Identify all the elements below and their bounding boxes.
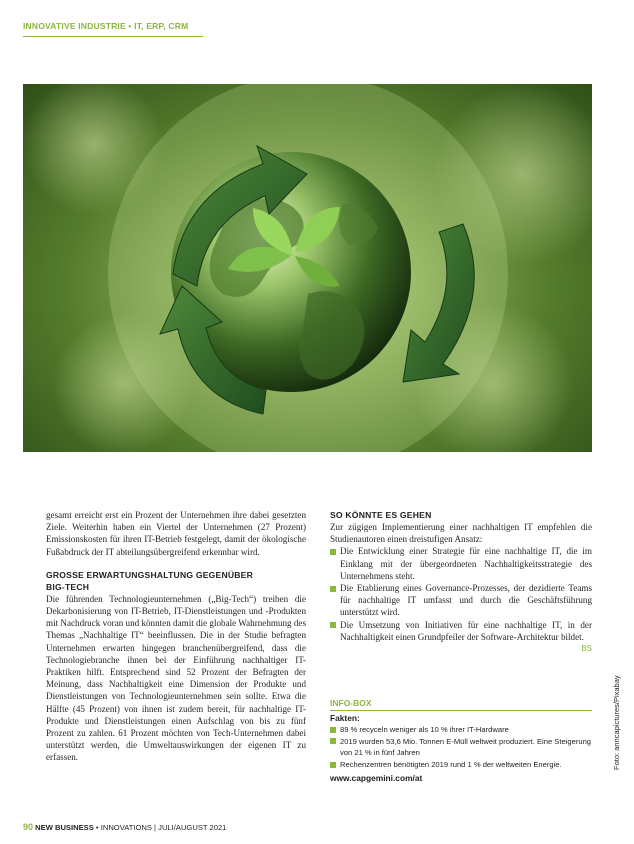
hero-image-recycling-globe bbox=[23, 84, 592, 452]
list-item: Die Umsetzung von Initiativen für eine nachhaltige IT, in der Nachhaltigkeit einen Grundpfeiler der Software-Architektur bildet. bbox=[330, 619, 592, 643]
list-item: 89 % recyceln weniger als 10 % ihrer IT-Hardware bbox=[330, 724, 592, 736]
footer-separator: • bbox=[95, 823, 99, 832]
list-item: 2019 wurden 53,6 Mio. Tonnen E-Müll weltweit produziert. Eine Steigerung von 21 % in fünf Jahren bbox=[330, 736, 592, 759]
info-box-rule bbox=[330, 710, 592, 711]
info-box bbox=[330, 698, 592, 783]
section-heading-big-tech bbox=[46, 569, 306, 593]
right-column bbox=[330, 509, 592, 655]
page-footer bbox=[23, 822, 226, 832]
list-item: Die Entwicklung einer Strategie für eine nachhaltige IT, die im Einklang mit der übergeordneten Nachhaltigkeitsstrategie des Unternehmens steht. bbox=[330, 545, 592, 582]
left-column bbox=[46, 509, 306, 764]
heading-line: GROSSE ERWARTUNGSHALTUNG GEGENÜBER bbox=[46, 569, 254, 580]
list-item: Rechenzentren benötigten 2019 rund 1 % der weltweiten Energie. bbox=[330, 759, 592, 771]
author-signature: BS bbox=[581, 644, 592, 654]
intro-paragraph: Zur zügigen Implementierung einer nachhaltigen IT empfehlen die Studienautoren einen dreistufigen Ansatz: bbox=[330, 522, 592, 545]
section-header: INNOVATIVE INDUSTRIE • IT, ERP, CRM bbox=[23, 21, 189, 31]
section-heading-so-koennte: SO KÖNNTE ES GEHEN bbox=[330, 510, 432, 520]
heading-line: BIG-TECH bbox=[46, 581, 90, 592]
facts-label: Fakten: bbox=[330, 713, 360, 723]
intro-paragraph: gesamt erreicht erst ein Prozent der Unternehmen ihre dabei gesetzten Ziele. Weiterhin haben ein Viertel der Unternehmen (27 Prozent) Emissionskosten für ihren IT-Betrieb festgelegt, damit der ökologische Fußabdruck der IT abteilungsübergreifend erkennbar wird. bbox=[46, 510, 306, 557]
page-number: 90 bbox=[23, 822, 34, 832]
body-paragraph: Die führenden Technologieunternehmen („Big-Tech“) treiben die Dekarbonisierung von IT-Betrieb, IT-Dienstleistungen und -Produkten mit Nachdruck voran und könnten damit die globale Wahrnehmung des Themas „Nachhaltige IT“ beeinflussen. Die in der Studie befragten Unternehmen erwarten hingegen branchenübergreifend, dass die Technologiebranche ihnen bei der Einführung nachhaltiger IT-Praktiken hilft. Entsprechend sind 52 Prozent der Befragten der Meinung, dass Nachhaltigkeit eine Dimension der Produkte und Dienstleistungen von Technologieunternehmen sein sollte. Etwa die Hälfte (45 Prozent) von ihnen ist zudem bereit, für nachhaltige IT-Produkte und Dienstleistungen einen Aufschlag von bis zu fünf Prozent zu zahlen. 61 Prozent möchten von Tech-Unternehmen dabei unterstützt werden, die Umweltauswirkungen der eigenen IT zu erfassen. bbox=[46, 593, 306, 763]
issue-date: JULI/AUGUST 2021 bbox=[158, 823, 227, 832]
header-rule bbox=[23, 36, 203, 37]
list-item: Die Etablierung eines Governance-Prozesses, der dezidierte Teams für nachhaltige IT umfasst und durch die Geschäftsführung unterstützt wird. bbox=[330, 582, 592, 619]
footer-divider: | bbox=[154, 823, 157, 832]
footer-section: INNOVATIONS bbox=[100, 823, 152, 832]
photo-credit: Foto: anncapictures/Pixabay bbox=[612, 675, 621, 770]
magazine-brand: NEW BUSINESS bbox=[35, 823, 94, 832]
facts-list bbox=[330, 724, 592, 770]
approach-list bbox=[330, 545, 592, 643]
info-box-title: INFO-BOX bbox=[330, 698, 372, 708]
source-link[interactable]: www.capgemini.com/at bbox=[330, 773, 423, 784]
